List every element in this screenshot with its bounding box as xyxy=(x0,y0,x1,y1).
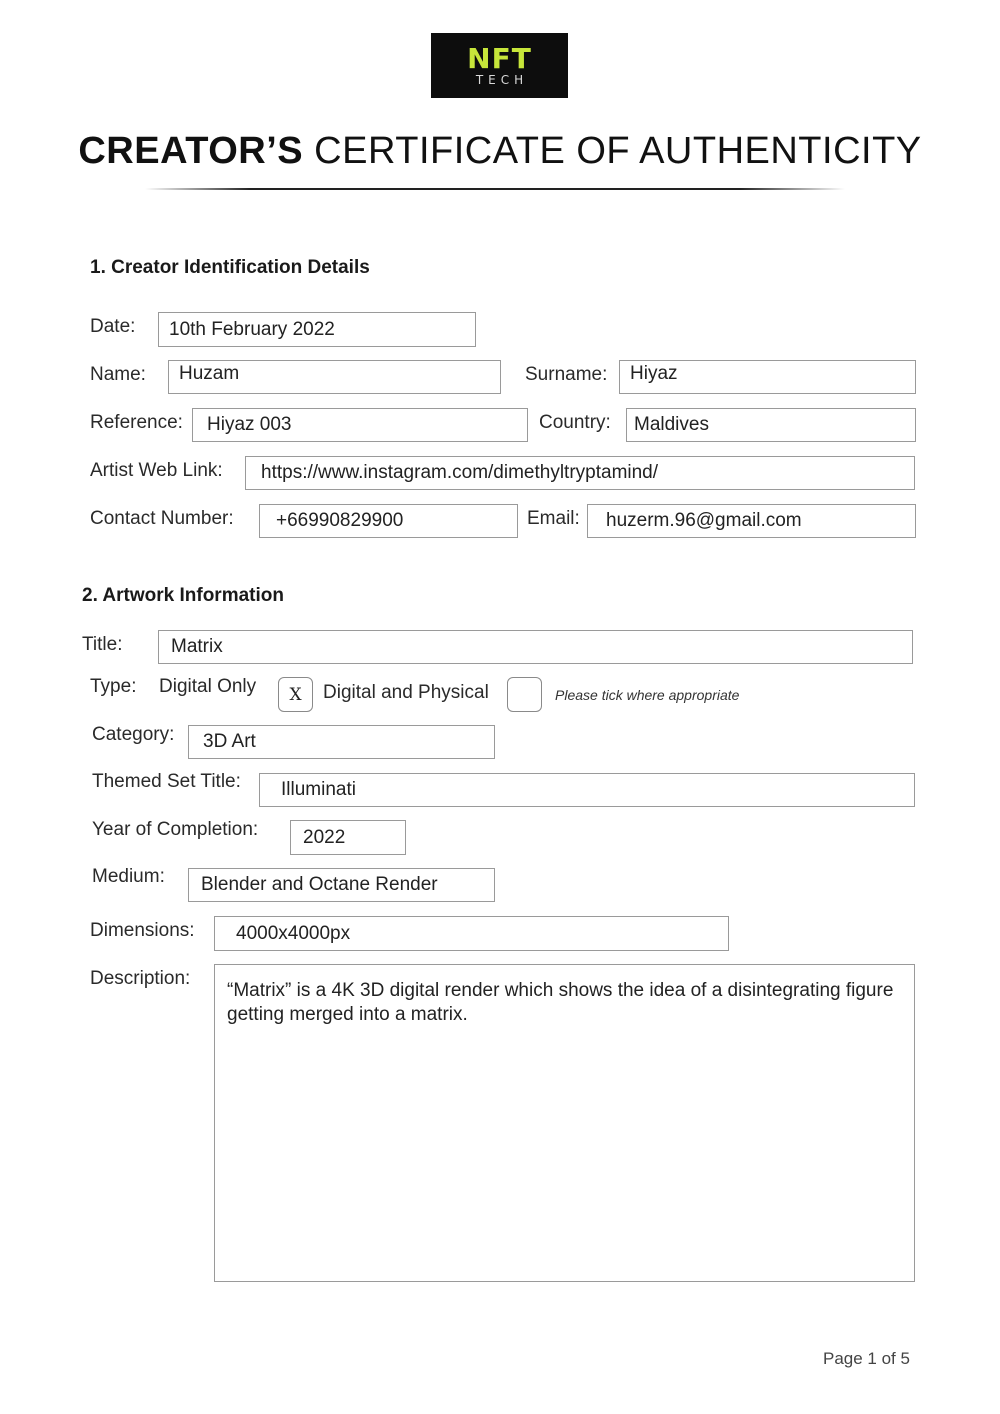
reference-label: Reference: xyxy=(90,412,183,433)
type-hint-text: Please tick where appropriate xyxy=(555,687,740,703)
type-digital-only-label: Digital Only xyxy=(159,676,257,697)
artist-weblink-label: Artist Web Link: xyxy=(90,460,223,481)
artist-weblink-field[interactable]: https://www.instagram.com/dimethyltryptamind/ xyxy=(245,456,915,490)
type-label: Type: xyxy=(90,676,137,697)
date-label: Date: xyxy=(90,316,136,337)
type-digital-physical-checkbox[interactable] xyxy=(507,677,542,712)
category-label: Category: xyxy=(92,724,175,745)
description-label: Description: xyxy=(90,968,191,989)
category-field[interactable]: 3D Art xyxy=(188,725,495,759)
contact-number-field[interactable]: +66990829900 xyxy=(259,504,518,538)
page-title-rest: CERTIFICATE OF AUTHENTICITY xyxy=(303,130,922,172)
themed-set-title-label: Themed Set Title: xyxy=(92,771,241,792)
type-digital-physical-label: Digital and Physical xyxy=(323,682,489,703)
section-1-heading: 1. Creator Identification Details xyxy=(90,257,370,278)
description-field[interactable]: “Matrix” is a 4K 3D digital render which shows the idea of a disintegrating figure getting merged into a matrix. xyxy=(214,964,915,1282)
page-title xyxy=(0,130,1000,173)
logo-text-nft: NFT xyxy=(467,42,532,75)
date-field[interactable]: 10th February 2022 xyxy=(158,312,476,347)
year-of-completion-field[interactable]: 2022 xyxy=(290,820,406,855)
year-of-completion-label: Year of Completion: xyxy=(92,819,259,840)
reference-field[interactable]: Hiyaz 003 xyxy=(192,408,528,442)
title-label: Title: xyxy=(82,634,123,655)
surname-label: Surname: xyxy=(525,364,608,385)
type-digital-only-checkbox[interactable]: X xyxy=(278,677,313,712)
email-field[interactable]: huzerm.96@gmail.com xyxy=(587,504,916,538)
title-field[interactable]: Matrix xyxy=(158,630,913,664)
page-title-bold: CREATOR’S xyxy=(78,130,304,172)
name-field[interactable]: Huzam xyxy=(168,360,501,394)
dimensions-field[interactable]: 4000x4000px xyxy=(214,916,729,951)
country-label: Country: xyxy=(539,412,611,433)
medium-label: Medium: xyxy=(92,866,165,887)
title-divider xyxy=(145,188,845,190)
logo-text-tech: TECH xyxy=(475,73,529,87)
nft-tech-logo xyxy=(431,33,568,98)
country-field[interactable]: Maldives xyxy=(626,408,916,442)
name-label: Name: xyxy=(90,364,146,385)
email-label: Email: xyxy=(527,508,580,529)
contact-number-label: Contact Number: xyxy=(90,508,234,529)
medium-field[interactable]: Blender and Octane Render xyxy=(188,868,495,902)
page-number: Page 1 of 5 xyxy=(823,1349,910,1368)
section-2-heading: 2. Artwork Information xyxy=(82,585,284,606)
dimensions-label: Dimensions: xyxy=(90,920,195,941)
themed-set-title-field[interactable]: Illuminati xyxy=(259,773,915,807)
surname-field[interactable]: Hiyaz xyxy=(619,360,916,394)
